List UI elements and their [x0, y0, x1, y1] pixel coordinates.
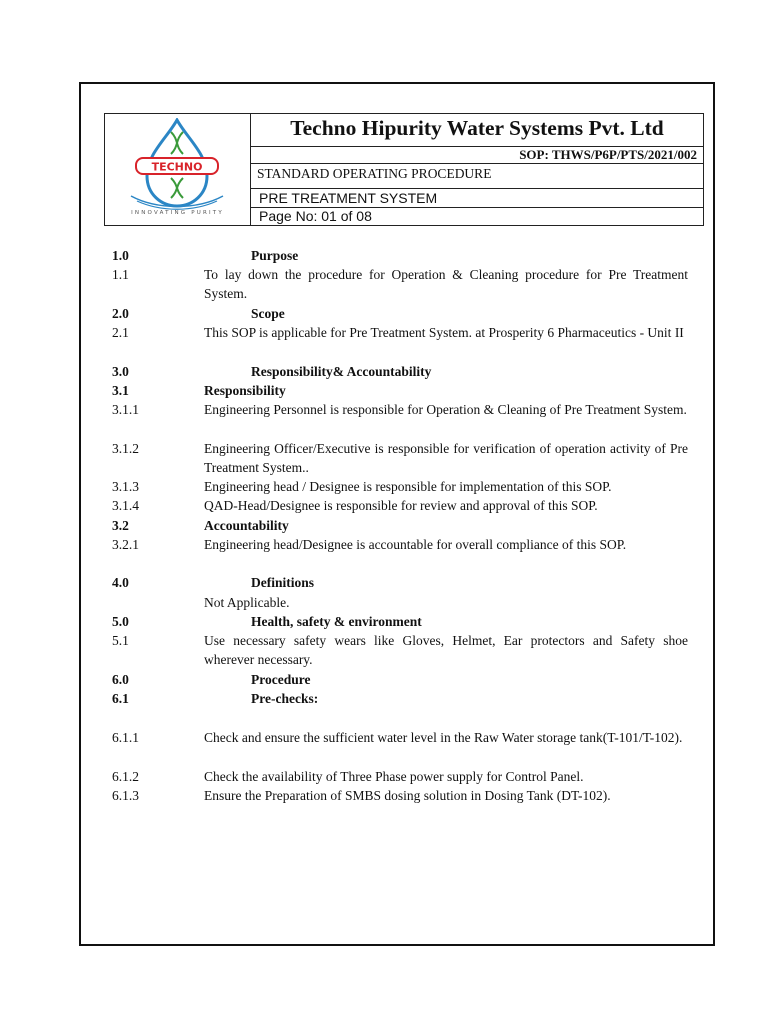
- logo-tagline: INNOVATING PURITY: [131, 210, 224, 216]
- item-number: 3.1.2: [112, 441, 139, 456]
- section-title: Health, safety & environment: [251, 614, 422, 629]
- item-text: To lay down the procedure for Operation & Cleaning procedure for Pre Treatment System.: [204, 267, 688, 302]
- section-number: 3.1: [112, 383, 129, 398]
- item-number: 3.1.3: [112, 479, 139, 494]
- section-number: 2.0: [112, 306, 129, 321]
- section-number: 1.0: [112, 248, 129, 263]
- section-item: [112, 786, 688, 805]
- item-text: QAD-Head/Designee is responsible for review and approval of this SOP.: [204, 498, 598, 513]
- item-number: 3.1.1: [112, 402, 139, 417]
- item-text: Check the availability of Three Phase power supply for Control Panel.: [204, 769, 584, 784]
- section-item: [112, 400, 688, 419]
- section-number: 6.0: [112, 672, 129, 687]
- section-title: Pre-checks:: [251, 691, 319, 706]
- section-number: 3.2: [112, 518, 129, 533]
- item-number: 3.2.1: [112, 537, 139, 552]
- item-text: Engineering head/Designee is accountable for overall compliance of this SOP.: [204, 537, 627, 552]
- section-title: Purpose: [251, 248, 299, 263]
- item-number: 3.1.4: [112, 498, 139, 513]
- section-title: Responsibility& Accountability: [251, 364, 432, 379]
- sop-number: SOP: THWS/P6P/PTS/2021/002: [519, 147, 697, 162]
- doc-type: STANDARD OPERATING PROCEDURE: [257, 166, 492, 181]
- section-title: Procedure: [251, 672, 311, 687]
- item-text: Engineering Officer/Executive is responsible for verification of operation activity of Pre Treatment System..: [204, 441, 688, 476]
- section-item: [112, 496, 688, 515]
- section-number: 5.0: [112, 614, 129, 629]
- item-number: 6.1.3: [112, 788, 139, 803]
- item-number: 6.1.2: [112, 769, 139, 784]
- page-number: Page No: 01 of 08: [259, 208, 372, 224]
- section-item: [112, 477, 688, 496]
- item-number: 5.1: [112, 633, 129, 648]
- section-item: [112, 323, 688, 342]
- section-number: 3.0: [112, 364, 129, 379]
- item-number: 1.1: [112, 267, 129, 282]
- company-name: Techno Hipurity Water Systems Pvt. Ltd: [290, 116, 664, 140]
- item-text: Ensure the Preparation of SMBS dosing solution in Dosing Tank (DT-102).: [204, 788, 611, 803]
- section-number: 6.1: [112, 691, 129, 706]
- logo-text: TECHNO: [151, 160, 203, 174]
- section-title: Definitions: [251, 575, 315, 590]
- section-item: [112, 728, 688, 747]
- item-text: Check and ensure the sufficient water level in the Raw Water storage tank(T-101/T-102).: [204, 730, 683, 745]
- item-text: Engineering Personnel is responsible for Operation & Cleaning of Pre Treatment System.: [204, 402, 687, 417]
- item-number: 6.1.1: [112, 730, 139, 745]
- section-item: [112, 631, 688, 670]
- system-name: PRE TREATMENT SYSTEM: [259, 190, 438, 206]
- section-item: [112, 593, 688, 612]
- section-item: [112, 439, 688, 478]
- section-item: [112, 767, 688, 786]
- subsection-title: Responsibility: [204, 383, 286, 398]
- section-item: [112, 265, 688, 304]
- item-text: This SOP is applicable for Pre Treatment System. at Prosperity 6 Pharmaceutics - Unit II: [204, 325, 684, 340]
- section-number: 4.0: [112, 575, 129, 590]
- item-number: 2.1: [112, 325, 129, 340]
- item-text: Engineering head / Designee is responsible for implementation of this SOP.: [204, 479, 612, 494]
- item-text: Use necessary safety wears like Gloves, Helmet, Ear protectors and Safety shoe wherever necessary.: [204, 633, 688, 668]
- subsection-title: Accountability: [204, 518, 289, 533]
- item-text: Not Applicable.: [204, 595, 290, 610]
- section-item: [112, 535, 688, 554]
- section-title: Scope: [251, 306, 285, 321]
